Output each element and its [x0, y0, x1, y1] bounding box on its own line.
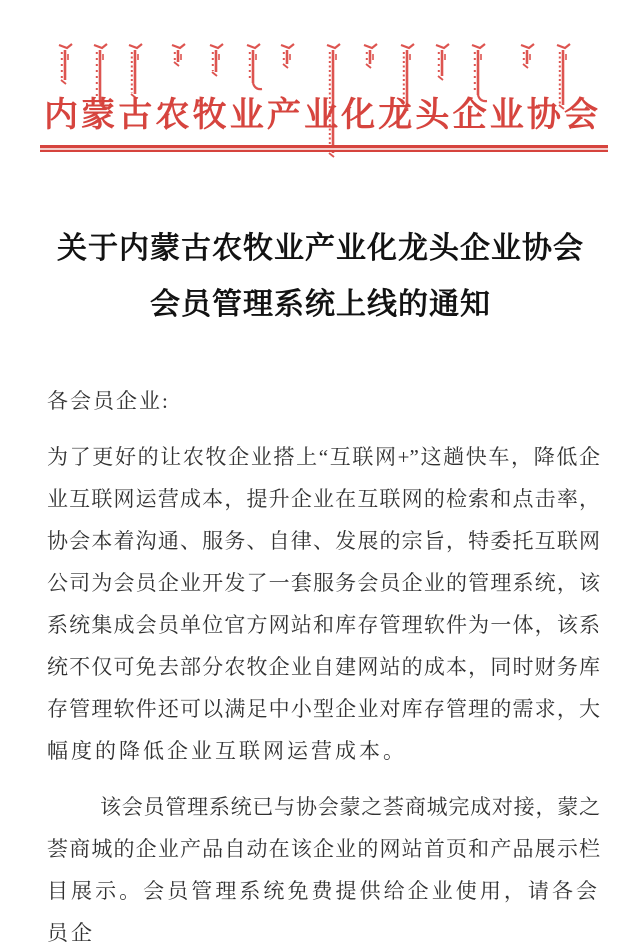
notice-title [0, 221, 641, 333]
notice-title-line1: 关于内蒙古农牧业产业化龙头企业协会 [57, 232, 584, 265]
paragraph [47, 786, 600, 948]
body-paragraphs [47, 436, 600, 948]
paragraph-line: 幅度的降低企业互联网运营成本。 [47, 739, 407, 763]
paragraph-line: 该会员管理系统已与协会蒙之荟商城完成对接，蒙之 [100, 795, 600, 819]
paragraph-line: 荟商城的企业产品自动在该企业的网站首页和产品展示栏 [47, 837, 600, 861]
paragraph-line: 系统集成会员单位官方网站和库存管理软件为一体，该系 [47, 613, 600, 637]
organization-name: 内蒙古农牧业产业化龙头企业协会 [44, 97, 598, 134]
salutation: 各会员企业: [47, 389, 170, 413]
notice-title-line2: 会员管理系统上线的通知 [150, 288, 491, 321]
paragraph-line: 存管理软件还可以满足中小型企业对库存管理的需求，大 [47, 697, 600, 721]
paragraph-line: 公司为会员企业开发了一套服务会员企业的管理系统，该 [47, 571, 600, 595]
letterhead-divider [40, 145, 608, 152]
paragraph [47, 436, 600, 772]
notice-body [47, 380, 600, 948]
paragraph-line: 业互联网运营成本，提升企业在互联网的检索和点击率， [47, 487, 600, 511]
paragraph-line: 为了更好的让农牧企业搭上“互联网+”这趟快车，降低企 [47, 445, 600, 469]
paragraph-line: 目展示。会员管理系统免费提供给企业使用，请各会员企 [47, 879, 600, 945]
paragraph-line: 统不仅可免去部分农牧企业自建网站的成本，同时财务库 [47, 655, 600, 679]
paragraph-line: 协会本着沟通、服务、自律、发展的宗旨，特委托互联网 [47, 529, 600, 553]
